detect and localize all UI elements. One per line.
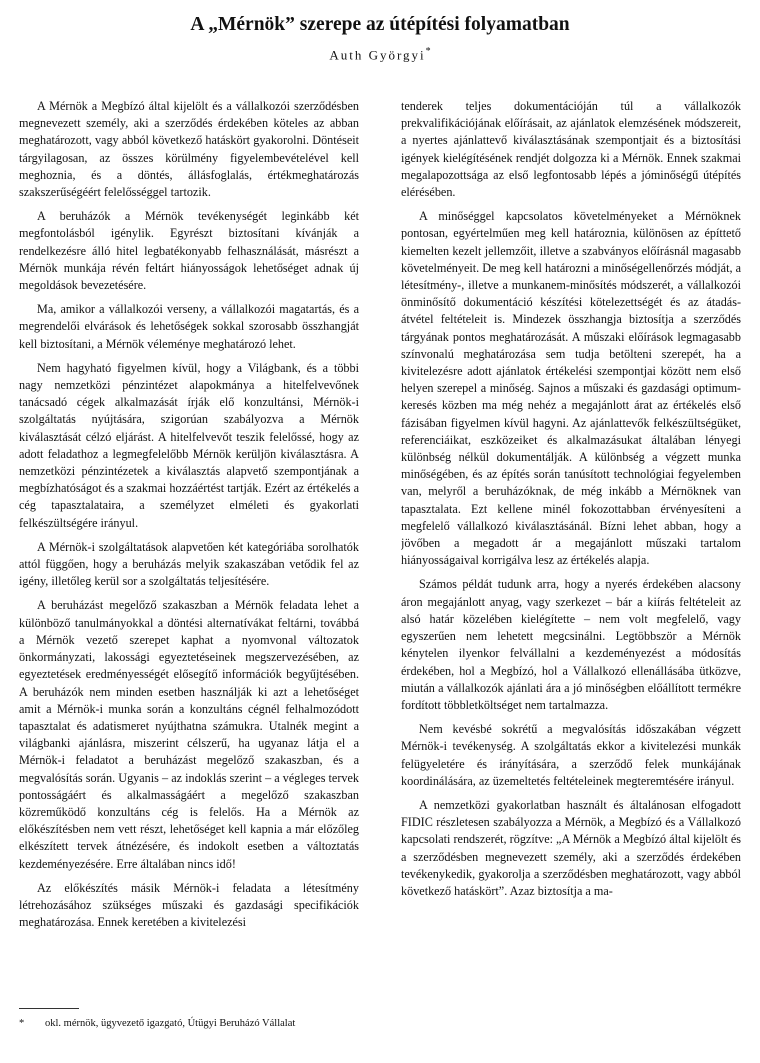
paragraph: A Mérnök a Megbízó által kijelölt és a vállalkozói szerződésben megnevezett személy, aki a szerződés érdekében köteles az abban meghatározott, vagy abból következő hatáskört gyakorolni. Döntéseit tárgyilagosan, az összes körülmény figyelembevételével kell meghoznia, és a döntés, állásfoglalás, értékmeghatározás szakszerűségéért felelősséggel tartozik. [19,99,359,200]
author-line [0,46,760,63]
footnote [19,1017,379,1030]
paragraph: A beruházást megelőző szakaszban a Mérnök feladata lehet a különböző tanulmányokkal a döntési alternatívákat feltárni, továbbá a Mérnök vezető szerepet kaphat a nyomvonal változatok önkormányzati, lakossági egyeztetéseinek megszervezésében, az egyeztetések eredményességét elősegítő információk begyűjtésében. A beruházók nem minden esetben használják ki azt a lehetőséget amit a Mérnök-i munka során a konzultáns cégnél felhalmozódott tapasztalat és adatismeret nyújthatna számukra. Utalnék megint a világbanki ajánlásra, miszerint célszerű, ha ugyanaz látja el a Mérnök-i feladatot a beruházást megelőző szakaszban, és a megvalósítás során. Ugyanis – az indoklás szerint – a végleges tervek pontosságáért és alkalmasságáért a megelőző szakaszban közreműködő konzultáns cég is felelős. Ha a Mérnök az előkészítésben nem vett részt, lehetőséget kell kapnia a már előzőleg elkészített tervek átnézésére, és indokolt esetben a változtatás kezdeményezésére. Erre általában nincs idő! [19,598,359,871]
article-title: A „Mérnök” szerepe az útépítési folyamatban [190,14,570,35]
paragraph: A beruházók a Mérnök tevékenységét leginkább két megfontolásból igénylik. Egyrészt biztosítani kívánják a rendelkezésre álló hitel legbatékonyabb felhasználását, másrészt a Mérnök munkája révén feltárt hiányosságok lehetőséget adnak új megoldások bevezetésére. [19,209,359,293]
paragraph: A nemzetközi gyakorlatban használt és általánosan elfogadott FIDIC részletesen szabályozza a Mérnök, a Megbízó és a Vállalkozó kapcsolati rendszerét, rögzítve: „A Mérnök a Megbízó által kijelölt és a szerződésben megnevezett személy, aki a szerződés érdekében tevékenykedik, gyakorolja a szerződésben meghatározott, vagy abból következő hatáskört”. Azaz biztosítja a ma- [401,797,741,898]
paragraph: Az előkészítés másik Mérnök-i feladata a létesítmény létrehozásához szükséges műszaki és gazdasági specifikációk meghatározása. Ennek keretében a kivitelezési [19,880,359,930]
paragraph: Számos példát tudunk arra, hogy a nyerés érdekében alacsony áron megajánlott anyag, vagy szerkezet – bár a kiírás feltételeit az alsó határ közelében kielégítette – nem volt megfelelő, vagy egyszerűen nem lehetett megcsinálni. Legtöbbször a Mérnök kénytelen ilyenkor felvállalni a kezdeményezést a módosítás érdekében, hol a Megbízó, hol a Vállalkozó ellenállásába ütközve, miután a vállalkozók ajánlati ára a jó minőségben előállított termékre fordított többletköltséget nem tartalmazza. [401,577,741,712]
author-name: Auth Györgyi [329,47,426,63]
paragraph: Nem kevésbé sokrétű a megvalósítás időszakában végzett Mérnök-i tevékenység. A szolgáltatás ekkor a kivitelezési munkák felügyeletére és irányítására, a szerződő felek munkájának koordinálására, az üzemeltetés feltételeinek megteremtésére irányul. [401,722,741,788]
paragraph: A minőséggel kapcsolatos követelményeket a Mérnöknek pontosan, egyértelműen meg kell határoznia, különösen az építtető kiemelten kezelt jellemzőit, illetve a szabványos előírásnál magasabb követelményeit. De meg kell határozni a minőségellenőrzés módját, a létesítmény-, illetve a munkanem-minősítés módszerét, a vállalkozói önminősítő dokumentáció készítési kötelezettségét és az átadás-átvétel feltételeit is. Mindezek összhangja biztosítja a szerződés tárgyának pontos meghatározását. A műszaki előírások legmagasabb színvonalú meghatározása sem tudja betölteni szerepét, ha a kivitelezésre adott ajánlatok értékelési szempontjai között nem első helyen szerepel a minőség. Sajnos a műszaki és gazdasági optimum-keresés közben ma még nehéz a megajánlott árat az értékelés első fázisában figyelmen kívül hagyni. Az ajánlattevők felkészültségüket, referenciáikat, eszközeiket és alkalmazásukat általában lényegi különbség nélkül dokumentálják. A különbség a végzett munka minőségében, és az építés során tanúsított technológiai fegyelemben van, melyről a beruházóknak, de még inkább a Mérnöknek van tapasztalata. Ezt kellene minél fokozottabban érvényesíteni a megfelelő vállalkozó kiválasztásánál. Bízni lehet abban, hogy a jövőben a megadott ár a megajánlott műszaki tartalom hiányosságaival korrigálva lesz az értékelés alapja. [401,209,741,568]
paragraph: A Mérnök-i szolgáltatások alapvetően két kategóriába sorolhatók attól függően, hogy a beruházás melyik szakaszában vetődik fel az igény, illetőleg kerül sor a szolgáltatás teljesítésére. [19,539,359,589]
author-footnote-mark: * [425,46,431,57]
paragraph: Nem hagyható figyelmen kívül, hogy a Világbank, és a többi nagy nemzetközi pénzintézet alapokmánya a hitelfelvevőnek tanácsadó cégek alkalmazását írják elő konzultánsi, Mérnök-i szolgáltatás nyújtására, szigorúan szabályozva a Mérnök kiválasztását célzó eljárást. A hitelfelvevőt teszik felelőssé, hogy az adott feladathoz a legmegfelelőbb Mérnök kerüljön kiválasztásra. A nemzetközi pénzintézetek a kiválasztás alapvető szempontjának a megbízhatóságot és a szakmai hozzáértést tartják. Ezért az értékelés a cég tapasztalataira, a személyzet elméleti és gyakorlati felkészültségére irányul. [19,360,359,530]
left-column [19,98,359,1018]
footnote-text: okl. mérnök, ügyvezető igazgató, Útügyi Beruházó Vállalat [45,1018,296,1029]
right-column [401,98,741,1018]
footnote-divider [19,1008,79,1009]
paragraph-continued: tenderek teljes dokumentációján túl a vállalkozók prekvalifikációjának előírásait, az ajánlatok elemzésének módszereit, a nyertes ajánlattevő kiválasztásának szempontjait és a biztosítási igények kielégítésének rendjét dolgozza ki a Mérnök. Ennek szakmai megalapozottsága az első legfontosabb lépés a jóminőségű útépítés elérésében. [401,99,741,200]
paragraph: Ma, amikor a vállalkozói verseny, a vállalkozói magatartás, és a megrendelői elvárások és lehetőségek sokkal szorosabb összhangját kell biztosítani, a Mérnök véleménye meghatározó lehet. [19,302,359,351]
footnote-mark: * [19,1018,25,1029]
